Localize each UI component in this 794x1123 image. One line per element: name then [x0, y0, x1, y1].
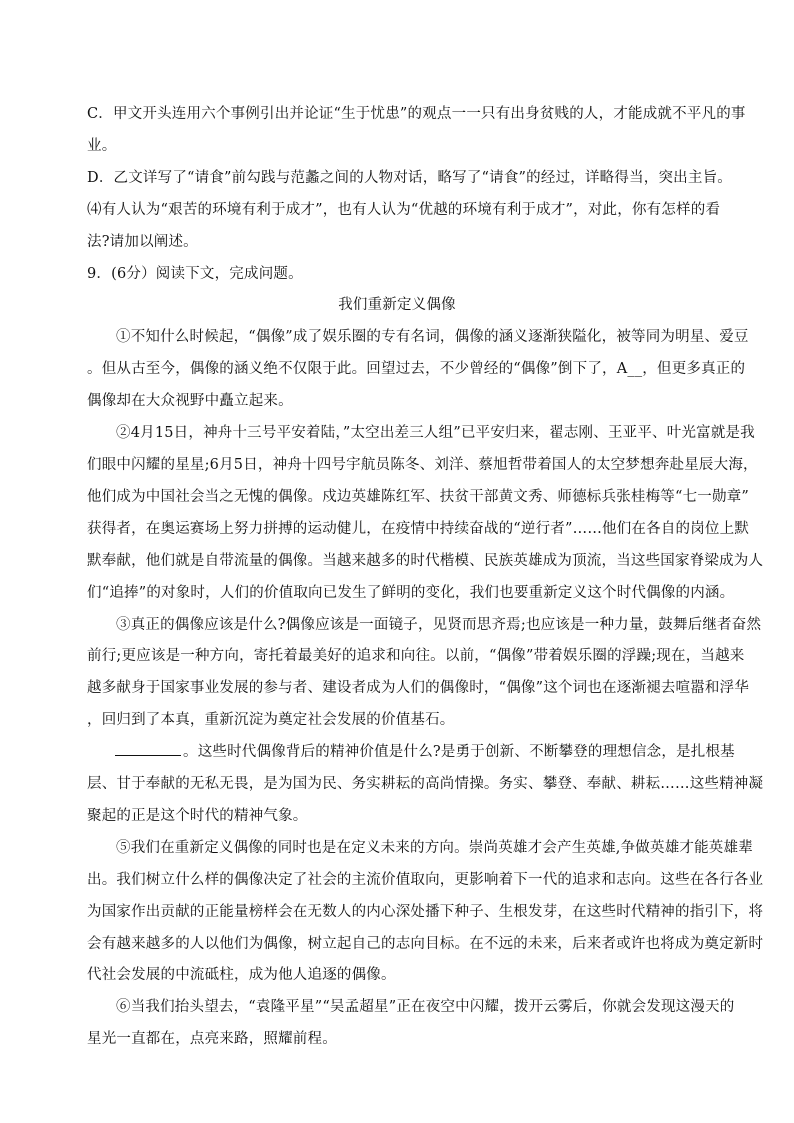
paragraph-5-line-3: 为国家作出贡献的正能量榜样会在无数人的内心深处播下种子、生根发芽，在这些时代精神的指引下，将 [87, 903, 764, 920]
paragraph-3-line-1: ③真正的偶像应该是什么?偶像应该是一面镜子，见贤而思齐焉;也应该是一种力量，鼓舞后继者奋然 [116, 616, 762, 633]
question-4-line-1: ⑷有人认为“艰苦的环境有利于成才”，也有人认为“优越的环境有利于成才”，对此，你有怎样的看 [87, 201, 721, 218]
paragraph-2-line-3: 他们成为中国社会当之无愧的偶像。戍边英雄陈红军、扶贫干部黄文秀、师德标兵张桂梅等“七一勋章” [87, 488, 750, 505]
paragraph-2-line-5: 默奉献，他们就是自带流量的偶像。当越来越多的时代楷模、民族英雄成为顶流，当这些国家脊梁成为人 [87, 552, 764, 569]
paragraph-1-line-3: 偶像却在大众视野中矗立起来。 [87, 393, 293, 410]
paragraph-5-line-1: ⑤我们在重新定义偶像的同时也是在定义未来的方向。崇尚英雄才会产生英雄,争做英雄才能英雄辈 [116, 839, 753, 856]
paragraph-3-line-4: ，回归到了本真，重新沉淀为奠定社会发展的价值基石。 [87, 712, 455, 729]
option-c-line-1: C．甲文开头连用六个事例引出并论证“生于忧患”的观点一一只有出身贫贱的人，才能成就不平凡的事 [87, 106, 746, 122]
question-9-heading: 9．(6分）阅读下文，完成问题。 [87, 265, 303, 282]
document-page [87, 99, 764, 1056]
paragraph-2-line-6: 们“追捧”的对象时，人们的价值取向已发生了鲜明的变化，我们也要重新定义这个时代偶像的内涵。 [87, 584, 735, 601]
article-title: 我们重新定义偶像 [338, 297, 456, 314]
paragraph-4-line-1-text: 。这些时代偶像背后的精神价值是什么?是勇于创新、不断攀登的理想信念，是扎根基 [183, 744, 735, 761]
question-4-line-2: 法?请加以阐述。 [87, 233, 198, 250]
paragraph-5-line-2: 出。我们树立什么样的偶像决定了社会的主流价值取向，更影响着下一代的追求和志向。这些在各行各业 [87, 871, 764, 888]
paragraph-1-line-1: ①不知什么时候起，“偶像”成了娱乐圈的专有名词，偶像的涵义逐渐狭隘化，被等同为明星、爱豆 [116, 329, 749, 346]
paragraph-4-line-2: 层、甘于奉献的无私无畏，是为国为民、务实耕耘的高尚情操。务实、攀登、奉献、耕耘……这些精神凝 [87, 776, 764, 793]
paragraph-6-line-2: 星光一直都在，点亮来路，照耀前程。 [87, 1031, 337, 1048]
paragraph-2-line-4: 获得者，在奥运赛场上努力拼搏的运动健儿，在疫情中持续奋战的“逆行者”……他们在各自的岗位上默 [87, 520, 750, 537]
paragraph-5-line-5: 代社会发展的中流砥柱，成为他人追逐的偶像。 [87, 967, 396, 984]
paragraph-2-line-2: 们眼中闪耀的星星;6月5日，神舟十四号宇航员陈冬、刘洋、蔡旭哲带着国人的太空梦想奔赴星辰大海， [87, 456, 758, 473]
paragraph-3-line-2: 前行;更应该是一种方向，寄托着最美好的追求和向往。以前，“偶像”带着娱乐圈的浮躁;现在，当越来 [87, 648, 745, 665]
paragraph-4-line-3: 聚起的正是这个时代的精神气象。 [87, 807, 308, 824]
paragraph-5-line-4: 会有越来越多的人以他们为偶像，树立起自己的志向目标。在不远的未来，后来者或许也将成为奠定新时 [87, 935, 764, 952]
option-d-line: D．乙文详写了“请食”前勾践与范蠡之间的人物对话，略写了“请食”的经过，详略得当，突出主旨。 [87, 169, 732, 186]
paragraph-2-line-1: ②4月15日，神舟十三号平安着陆，”太空出差三人组”已平安归来，翟志刚、王亚平、叶光富就是我 [116, 425, 755, 442]
paragraph-1-line-2: 。但从古至今，偶像的涵义绝不仅限于此。回望过去，不少曾经的“偶像”倒下了，A__，但更多真正的 [87, 361, 746, 378]
option-c-line-2: 业。 [87, 137, 117, 154]
paragraph-3-line-3: 越多献身于国家事业发展的参与者、建设者成为人们的偶像时，“偶像”这个词也在逐渐褪去喧嚣和浮华 [87, 680, 750, 697]
paragraph-6-line-1: ⑥当我们抬头望去，“袁隆平星”“吴孟超星”正在夜空中闪耀，拨开云雾后，你就会发现这漫天的 [116, 999, 735, 1016]
fill-in-blank[interactable] [115, 741, 181, 756]
paragraph-4-line-1 [87, 737, 735, 769]
